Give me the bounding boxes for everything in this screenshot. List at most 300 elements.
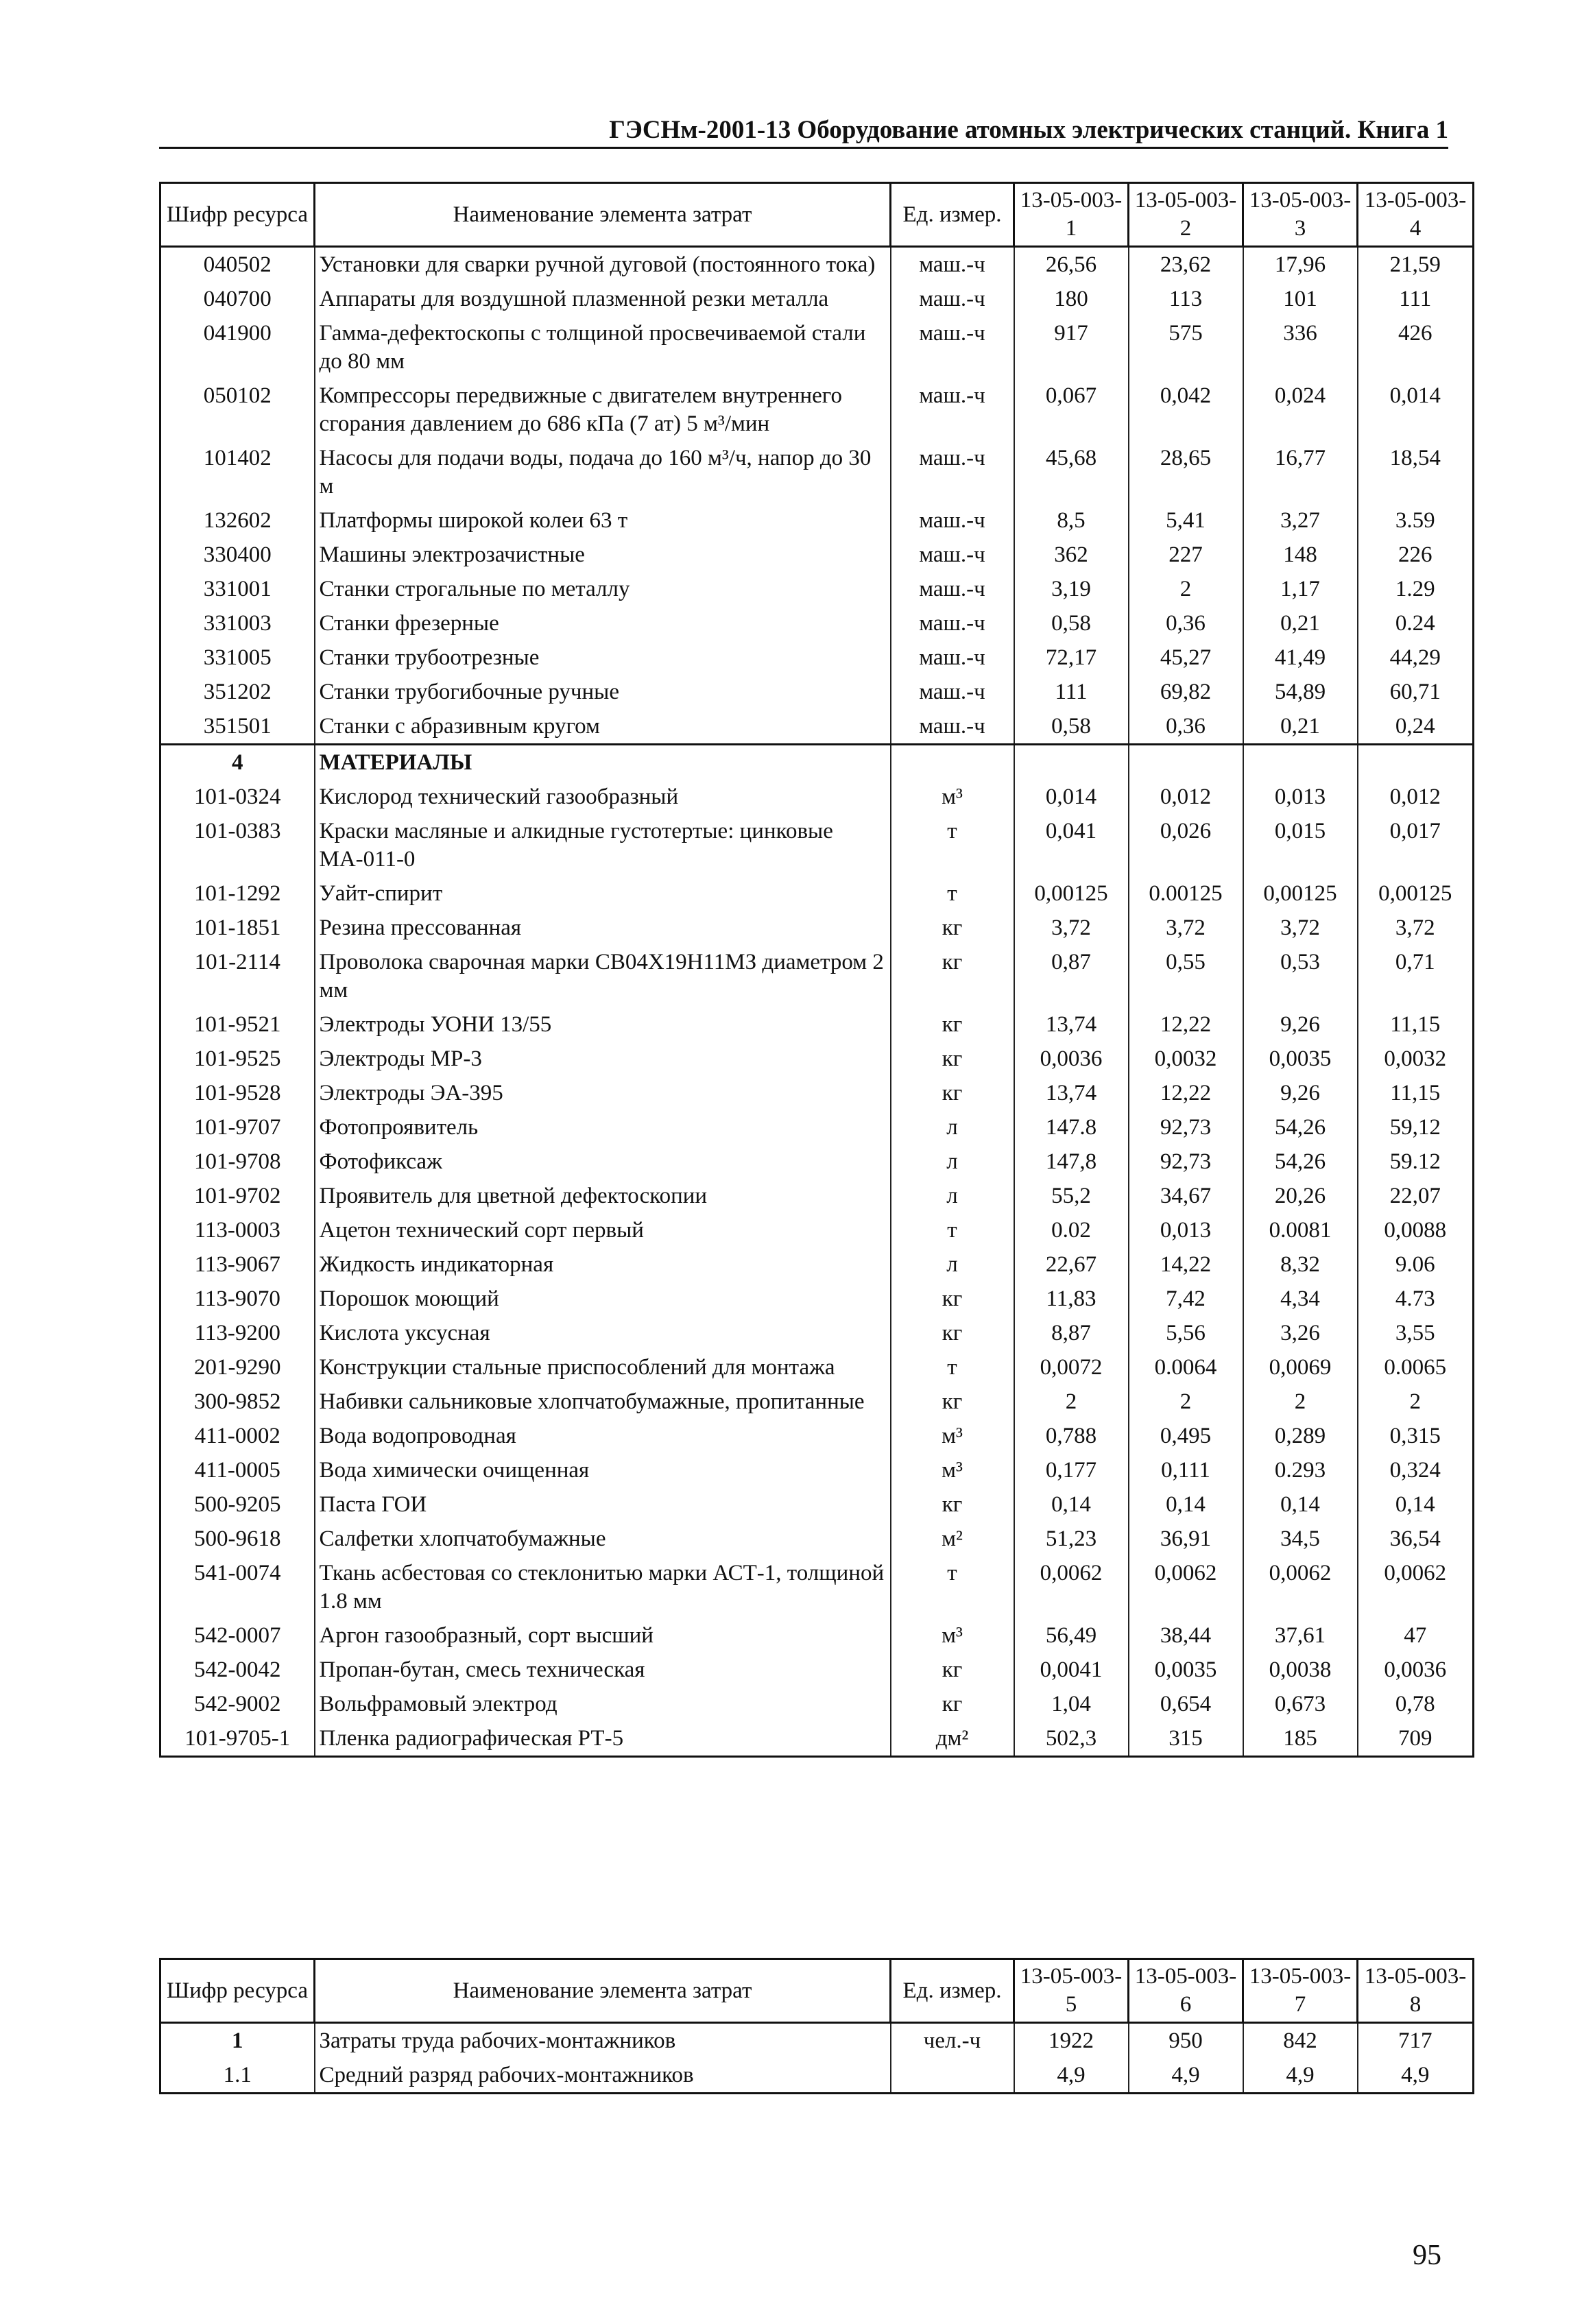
norm-value: 0,0062 — [1243, 1556, 1358, 1618]
norm-value: 92,73 — [1129, 1110, 1243, 1145]
norm-value: 0,012 — [1129, 780, 1243, 814]
norm-value — [1243, 745, 1358, 780]
norm-value: 37,61 — [1243, 1618, 1358, 1653]
norm-value: 0,71 — [1358, 945, 1474, 1007]
resource-code: 351501 — [160, 709, 315, 745]
norm-value: 0,0038 — [1243, 1653, 1358, 1687]
norm-value: 0,14 — [1358, 1487, 1474, 1522]
unit-of-measure — [891, 745, 1014, 780]
resource-code: 101-9528 — [160, 1076, 315, 1110]
unit-of-measure: т — [891, 1213, 1014, 1247]
norm-value: 16,77 — [1243, 441, 1358, 503]
norm-value: 2 — [1129, 572, 1243, 606]
norm-value: 45,27 — [1129, 640, 1243, 675]
cost-element-name: Станки фрезерные — [315, 606, 891, 640]
col-header-name: Наименование элемента затрат — [315, 1959, 891, 2023]
table-row — [160, 1653, 1474, 1687]
cost-element-name: Вольфрамовый электрод — [315, 1687, 891, 1721]
unit-of-measure: кг — [891, 945, 1014, 1007]
norm-value: 709 — [1358, 1721, 1474, 1757]
cost-element-name: Средний разряд рабочих-монтажников — [315, 2058, 891, 2094]
norm-value: 0,0036 — [1014, 1042, 1129, 1076]
norm-value: 12,22 — [1129, 1007, 1243, 1042]
cost-element-name: Затраты труда рабочих-монтажников — [315, 2023, 891, 2059]
norm-value: 0.0065 — [1358, 1350, 1474, 1385]
unit-of-measure: м³ — [891, 780, 1014, 814]
norm-value: 4.73 — [1358, 1282, 1474, 1316]
norm-value: 0,21 — [1243, 709, 1358, 745]
col-header-code: Шифр ресурса — [160, 183, 315, 247]
norm-value: 0,0072 — [1014, 1350, 1129, 1385]
table-row — [160, 1213, 1474, 1247]
cost-element-name: Краски масляные и алкидные густотертые: цинковые МА-011-0 — [315, 814, 891, 876]
norm-value: 842 — [1243, 2023, 1358, 2059]
norm-value: 0,14 — [1014, 1487, 1129, 1522]
table-row — [160, 1145, 1474, 1179]
col-header-c4: 13-05-003-4 — [1358, 183, 1474, 247]
norm-value: 3,72 — [1129, 911, 1243, 945]
table-row — [160, 572, 1474, 606]
norm-value: 362 — [1014, 538, 1129, 572]
resource-code: 330400 — [160, 538, 315, 572]
resource-code: 101-9521 — [160, 1007, 315, 1042]
norm-value: 0,53 — [1243, 945, 1358, 1007]
norm-value: 0,177 — [1014, 1453, 1129, 1487]
norm-value: 227 — [1129, 538, 1243, 572]
norm-value: 0,017 — [1358, 814, 1474, 876]
table-row — [160, 606, 1474, 640]
unit-of-measure: кг — [891, 1282, 1014, 1316]
cost-element-name: Проявитель для цветной дефектоскопии — [315, 1179, 891, 1213]
norm-value: 113 — [1129, 282, 1243, 316]
resource-code: 331005 — [160, 640, 315, 675]
unit-of-measure: маш.-ч — [891, 503, 1014, 538]
norm-value: 22,67 — [1014, 1247, 1129, 1282]
table-row — [160, 1282, 1474, 1316]
norm-value: 54,26 — [1243, 1110, 1358, 1145]
unit-of-measure: кг — [891, 1042, 1014, 1076]
norm-value: 60,71 — [1358, 675, 1474, 709]
table-row — [160, 1419, 1474, 1453]
cost-element-name: Уайт-спирит — [315, 876, 891, 911]
cost-element-name: Вода химически очищенная — [315, 1453, 891, 1487]
table-row — [160, 780, 1474, 814]
resource-table-2 — [159, 1958, 1474, 2094]
unit-of-measure: кг — [891, 1487, 1014, 1522]
table-row — [160, 1076, 1474, 1110]
norm-value: 59.12 — [1358, 1145, 1474, 1179]
norm-value: 502,3 — [1014, 1721, 1129, 1757]
cost-element-name: Ткань асбестовая со стеклонитью марки АСТ-1, толщиной 1.8 мм — [315, 1556, 891, 1618]
norm-value: 0,015 — [1243, 814, 1358, 876]
norm-value: 41,49 — [1243, 640, 1358, 675]
norm-value: 0,00125 — [1358, 876, 1474, 911]
norm-value — [1358, 745, 1474, 780]
cost-element-name: Резина прессованная — [315, 911, 891, 945]
norm-value: 0,58 — [1014, 606, 1129, 640]
norm-value: 180 — [1014, 282, 1129, 316]
norm-value: 56,49 — [1014, 1618, 1129, 1653]
resource-code: 101-2114 — [160, 945, 315, 1007]
norm-value: 11,15 — [1358, 1076, 1474, 1110]
norm-value: 111 — [1014, 675, 1129, 709]
norm-value: 2 — [1129, 1385, 1243, 1419]
norm-value: 0,00125 — [1014, 876, 1129, 911]
unit-of-measure: маш.-ч — [891, 709, 1014, 745]
norm-value: 3,55 — [1358, 1316, 1474, 1350]
table-row — [160, 1487, 1474, 1522]
norm-value: 0,026 — [1129, 814, 1243, 876]
cost-element-name: Пленка радиографическая РТ-5 — [315, 1721, 891, 1757]
table-row — [160, 1385, 1474, 1419]
unit-of-measure: кг — [891, 1007, 1014, 1042]
resource-code: 040700 — [160, 282, 315, 316]
norm-value: 717 — [1358, 2023, 1474, 2059]
unit-of-measure: маш.-ч — [891, 316, 1014, 379]
resource-code: 4 — [160, 745, 315, 780]
unit-of-measure: маш.-ч — [891, 538, 1014, 572]
col-header-c3: 13-05-003-3 — [1243, 183, 1358, 247]
resource-code: 101-9707 — [160, 1110, 315, 1145]
cost-element-name: Набивки сальниковые хлопчатобумажные, пропитанные — [315, 1385, 891, 1419]
norm-value: 0,0041 — [1014, 1653, 1129, 1687]
norm-value: 12,22 — [1129, 1076, 1243, 1110]
table-row — [160, 247, 1474, 283]
unit-of-measure: кг — [891, 1653, 1014, 1687]
cost-element-name: Станки с абразивным кругом — [315, 709, 891, 745]
norm-value: 0,00125 — [1243, 876, 1358, 911]
resource-code: 351202 — [160, 675, 315, 709]
cost-element-name: Электроды МР-3 — [315, 1042, 891, 1076]
cost-element-name: Аргон газообразный, сорт высший — [315, 1618, 891, 1653]
unit-of-measure: л — [891, 1145, 1014, 1179]
norm-value: 69,82 — [1129, 675, 1243, 709]
norm-value: 1922 — [1014, 2023, 1129, 2059]
col-header-c1: 13-05-003-5 — [1014, 1959, 1129, 2023]
norm-value: 4,9 — [1243, 2058, 1358, 2094]
norm-value: 20,26 — [1243, 1179, 1358, 1213]
norm-value: 147,8 — [1014, 1145, 1129, 1179]
resource-code: 113-9070 — [160, 1282, 315, 1316]
table-row — [160, 2058, 1474, 2094]
unit-of-measure: маш.-ч — [891, 441, 1014, 503]
resource-code: 101-9705-1 — [160, 1721, 315, 1757]
cost-element-name: Вода водопроводная — [315, 1419, 891, 1453]
resource-code: 300-9852 — [160, 1385, 315, 1419]
norm-value: 0,0062 — [1014, 1556, 1129, 1618]
unit-of-measure: т — [891, 1556, 1014, 1618]
norm-value: 0.24 — [1358, 606, 1474, 640]
norm-value: 3,26 — [1243, 1316, 1358, 1350]
norm-value: 36,54 — [1358, 1522, 1474, 1556]
unit-of-measure: кг — [891, 911, 1014, 945]
norm-value: 0,0032 — [1358, 1042, 1474, 1076]
unit-of-measure — [891, 2058, 1014, 2094]
norm-value: 426 — [1358, 316, 1474, 379]
norm-value: 47 — [1358, 1618, 1474, 1653]
unit-of-measure: кг — [891, 1385, 1014, 1419]
norm-value: 34,5 — [1243, 1522, 1358, 1556]
cost-element-name: Станки трубогибочные ручные — [315, 675, 891, 709]
cost-element-name: Компрессоры передвижные с двигателем внутреннего сгорания давлением до 686 кПа (7 ат) 5 м³/мин — [315, 379, 891, 441]
norm-value: 0.0064 — [1129, 1350, 1243, 1385]
table-row — [160, 1110, 1474, 1145]
norm-value: 575 — [1129, 316, 1243, 379]
table-row — [160, 379, 1474, 441]
norm-value: 59,12 — [1358, 1110, 1474, 1145]
table-body — [160, 2023, 1474, 2094]
norm-value: 13,74 — [1014, 1076, 1129, 1110]
cost-element-name: Паста ГОИ — [315, 1487, 891, 1522]
table-row — [160, 945, 1474, 1007]
resource-code: 101-9702 — [160, 1179, 315, 1213]
norm-value: 226 — [1358, 538, 1474, 572]
table-row — [160, 911, 1474, 945]
cost-element-name: Платформы широкой колеи 63 т — [315, 503, 891, 538]
resource-code: 542-0042 — [160, 1653, 315, 1687]
norm-value: 9,26 — [1243, 1076, 1358, 1110]
norm-value: 0,014 — [1014, 780, 1129, 814]
norm-value: 7,42 — [1129, 1282, 1243, 1316]
norm-value: 0,36 — [1129, 606, 1243, 640]
norm-value: 0,013 — [1129, 1213, 1243, 1247]
table-row — [160, 1316, 1474, 1350]
norm-value: 0,14 — [1243, 1487, 1358, 1522]
norm-value: 36,91 — [1129, 1522, 1243, 1556]
resource-code: 101-1292 — [160, 876, 315, 911]
norm-value: 4,9 — [1358, 2058, 1474, 2094]
norm-value: 3,19 — [1014, 572, 1129, 606]
resource-code: 113-9067 — [160, 1247, 315, 1282]
norm-value: 147.8 — [1014, 1110, 1129, 1145]
resource-code: 411-0002 — [160, 1419, 315, 1453]
norm-value: 0,0032 — [1129, 1042, 1243, 1076]
norm-value: 111 — [1358, 282, 1474, 316]
cost-element-name: МАТЕРИАЛЫ — [315, 745, 891, 780]
norm-value: 13,74 — [1014, 1007, 1129, 1042]
norm-value: 4,9 — [1014, 2058, 1129, 2094]
norm-value: 0,0062 — [1358, 1556, 1474, 1618]
norm-value: 0.00125 — [1129, 876, 1243, 911]
table-row — [160, 2023, 1474, 2059]
table-row — [160, 1721, 1474, 1757]
resource-code: 113-0003 — [160, 1213, 315, 1247]
resource-code: 331003 — [160, 606, 315, 640]
norm-value: 0,0035 — [1129, 1653, 1243, 1687]
table-row — [160, 1687, 1474, 1721]
norm-value: 0,87 — [1014, 945, 1129, 1007]
norm-value: 0,495 — [1129, 1419, 1243, 1453]
norm-value: 101 — [1243, 282, 1358, 316]
norm-value: 21,59 — [1358, 247, 1474, 283]
unit-of-measure: т — [891, 1350, 1014, 1385]
norm-value: 92,73 — [1129, 1145, 1243, 1179]
resource-code: 500-9618 — [160, 1522, 315, 1556]
norm-value: 0,24 — [1358, 709, 1474, 745]
unit-of-measure: т — [891, 814, 1014, 876]
table-row — [160, 1042, 1474, 1076]
norm-value: 0,315 — [1358, 1419, 1474, 1453]
col-header-c2: 13-05-003-6 — [1129, 1959, 1243, 2023]
norm-value: 0,0062 — [1129, 1556, 1243, 1618]
cost-element-name: Жидкость индикаторная — [315, 1247, 891, 1282]
table-row — [160, 675, 1474, 709]
norm-value: 72,17 — [1014, 640, 1129, 675]
resource-table-1 — [159, 182, 1474, 1758]
resource-code: 101-9708 — [160, 1145, 315, 1179]
norm-value: 2 — [1358, 1385, 1474, 1419]
cost-element-name: Кислота уксусная — [315, 1316, 891, 1350]
norm-value: 5,41 — [1129, 503, 1243, 538]
norm-value: 44,29 — [1358, 640, 1474, 675]
cost-element-name: Ацетон технический сорт первый — [315, 1213, 891, 1247]
norm-value: 0,0069 — [1243, 1350, 1358, 1385]
norm-value: 1,04 — [1014, 1687, 1129, 1721]
norm-value: 3.59 — [1358, 503, 1474, 538]
table-row — [160, 538, 1474, 572]
norm-value: 23,62 — [1129, 247, 1243, 283]
resource-code: 542-9002 — [160, 1687, 315, 1721]
cost-element-name: Порошок моющий — [315, 1282, 891, 1316]
resource-code: 542-0007 — [160, 1618, 315, 1653]
norm-value: 54,26 — [1243, 1145, 1358, 1179]
norm-value: 14,22 — [1129, 1247, 1243, 1282]
unit-of-measure: л — [891, 1179, 1014, 1213]
norm-value — [1129, 745, 1243, 780]
norm-value: 0,042 — [1129, 379, 1243, 441]
col-header-c4: 13-05-003-8 — [1358, 1959, 1474, 2023]
table-body — [160, 247, 1474, 1757]
resource-code: 050102 — [160, 379, 315, 441]
norm-value: 3,72 — [1243, 911, 1358, 945]
norm-value: 185 — [1243, 1721, 1358, 1757]
norm-value: 54,89 — [1243, 675, 1358, 709]
cost-element-name: Гамма-дефектоскопы с толщиной просвечиваемой стали до 80 мм — [315, 316, 891, 379]
table-row — [160, 1247, 1474, 1282]
resource-code: 101-1851 — [160, 911, 315, 945]
norm-value: 3,72 — [1014, 911, 1129, 945]
table-header-row — [160, 1959, 1474, 2023]
col-header-code: Шифр ресурса — [160, 1959, 315, 2023]
norm-value: 917 — [1014, 316, 1129, 379]
cost-element-name: Станки трубоотрезные — [315, 640, 891, 675]
norm-value: 0,0035 — [1243, 1042, 1358, 1076]
table-row — [160, 1179, 1474, 1213]
unit-of-measure: л — [891, 1110, 1014, 1145]
norm-value: 0,041 — [1014, 814, 1129, 876]
resource-code: 113-9200 — [160, 1316, 315, 1350]
norm-value: 0,788 — [1014, 1419, 1129, 1453]
norm-value: 950 — [1129, 2023, 1243, 2059]
norm-value: 11,15 — [1358, 1007, 1474, 1042]
norm-value: 1.29 — [1358, 572, 1474, 606]
norm-value: 0,0088 — [1358, 1213, 1474, 1247]
resource-code: 500-9205 — [160, 1487, 315, 1522]
norm-value: 8,5 — [1014, 503, 1129, 538]
unit-of-measure: м³ — [891, 1618, 1014, 1653]
norm-value: 18,54 — [1358, 441, 1474, 503]
norm-value: 8,32 — [1243, 1247, 1358, 1282]
table-row — [160, 640, 1474, 675]
norm-value: 22,07 — [1358, 1179, 1474, 1213]
header-rule — [159, 147, 1448, 149]
cost-element-name: Машины электрозачистные — [315, 538, 891, 572]
norm-value: 4,34 — [1243, 1282, 1358, 1316]
norm-value: 0.02 — [1014, 1213, 1129, 1247]
resource-code: 041900 — [160, 316, 315, 379]
unit-of-measure: л — [891, 1247, 1014, 1282]
norm-value: 0,014 — [1358, 379, 1474, 441]
unit-of-measure: маш.-ч — [891, 675, 1014, 709]
col-header-c2: 13-05-003-2 — [1129, 183, 1243, 247]
norm-value: 0,21 — [1243, 606, 1358, 640]
norm-value: 4,9 — [1129, 2058, 1243, 2094]
unit-of-measure: т — [891, 876, 1014, 911]
unit-of-measure: кг — [891, 1316, 1014, 1350]
cost-element-name: Конструкции стальные приспособлений для монтажа — [315, 1350, 891, 1385]
norm-value: 0,654 — [1129, 1687, 1243, 1721]
table-row — [160, 876, 1474, 911]
cost-element-name: Насосы для подачи воды, подача до 160 м³/ч, напор до 30 м — [315, 441, 891, 503]
unit-of-measure: маш.-ч — [891, 282, 1014, 316]
col-header-c1: 13-05-003-1 — [1014, 183, 1129, 247]
unit-of-measure: м³ — [891, 1453, 1014, 1487]
norm-value: 0,289 — [1243, 1419, 1358, 1453]
table-row — [160, 441, 1474, 503]
table-row — [160, 1522, 1474, 1556]
norm-value: 0.293 — [1243, 1453, 1358, 1487]
norm-value: 2 — [1014, 1385, 1129, 1419]
table-row — [160, 1350, 1474, 1385]
norm-value: 0,78 — [1358, 1687, 1474, 1721]
resource-code: 101-0383 — [160, 814, 315, 876]
unit-of-measure: маш.-ч — [891, 572, 1014, 606]
cost-element-name: Электроды УОНИ 13/55 — [315, 1007, 891, 1042]
norm-value: 0,55 — [1129, 945, 1243, 1007]
unit-of-measure: чел.-ч — [891, 2023, 1014, 2059]
norm-value: 9,26 — [1243, 1007, 1358, 1042]
table-row — [160, 1007, 1474, 1042]
norm-value: 34,67 — [1129, 1179, 1243, 1213]
resource-code: 101402 — [160, 441, 315, 503]
running-header: ГЭСНм-2001-13 Оборудование атомных электрических станций. Книга 1 — [609, 116, 1448, 144]
table-row — [160, 503, 1474, 538]
col-header-name: Наименование элемента затрат — [315, 183, 891, 247]
norm-value: 17,96 — [1243, 247, 1358, 283]
resource-code: 411-0005 — [160, 1453, 315, 1487]
cost-element-name: Кислород технический газообразный — [315, 780, 891, 814]
norm-value: 315 — [1129, 1721, 1243, 1757]
resource-code: 1.1 — [160, 2058, 315, 2094]
cost-element-name: Проволока сварочная марки СВ04Х19Н11МЗ диаметром 2 мм — [315, 945, 891, 1007]
norm-value: 0,013 — [1243, 780, 1358, 814]
norm-value: 45,68 — [1014, 441, 1129, 503]
cost-element-name: Фотопроявитель — [315, 1110, 891, 1145]
norm-value: 38,44 — [1129, 1618, 1243, 1653]
unit-of-measure: маш.-ч — [891, 379, 1014, 441]
norm-value: 8,87 — [1014, 1316, 1129, 1350]
norm-value: 3,72 — [1358, 911, 1474, 945]
resource-code: 541-0074 — [160, 1556, 315, 1618]
cost-element-name: Пропан-бутан, смесь техническая — [315, 1653, 891, 1687]
table-row — [160, 282, 1474, 316]
resource-code: 132602 — [160, 503, 315, 538]
page-number: 95 — [1413, 2240, 1441, 2271]
norm-value: 0,14 — [1129, 1487, 1243, 1522]
unit-of-measure: маш.-ч — [891, 247, 1014, 283]
norm-value: 55,2 — [1014, 1179, 1129, 1213]
cost-element-name: Аппараты для воздушной плазменной резки металла — [315, 282, 891, 316]
